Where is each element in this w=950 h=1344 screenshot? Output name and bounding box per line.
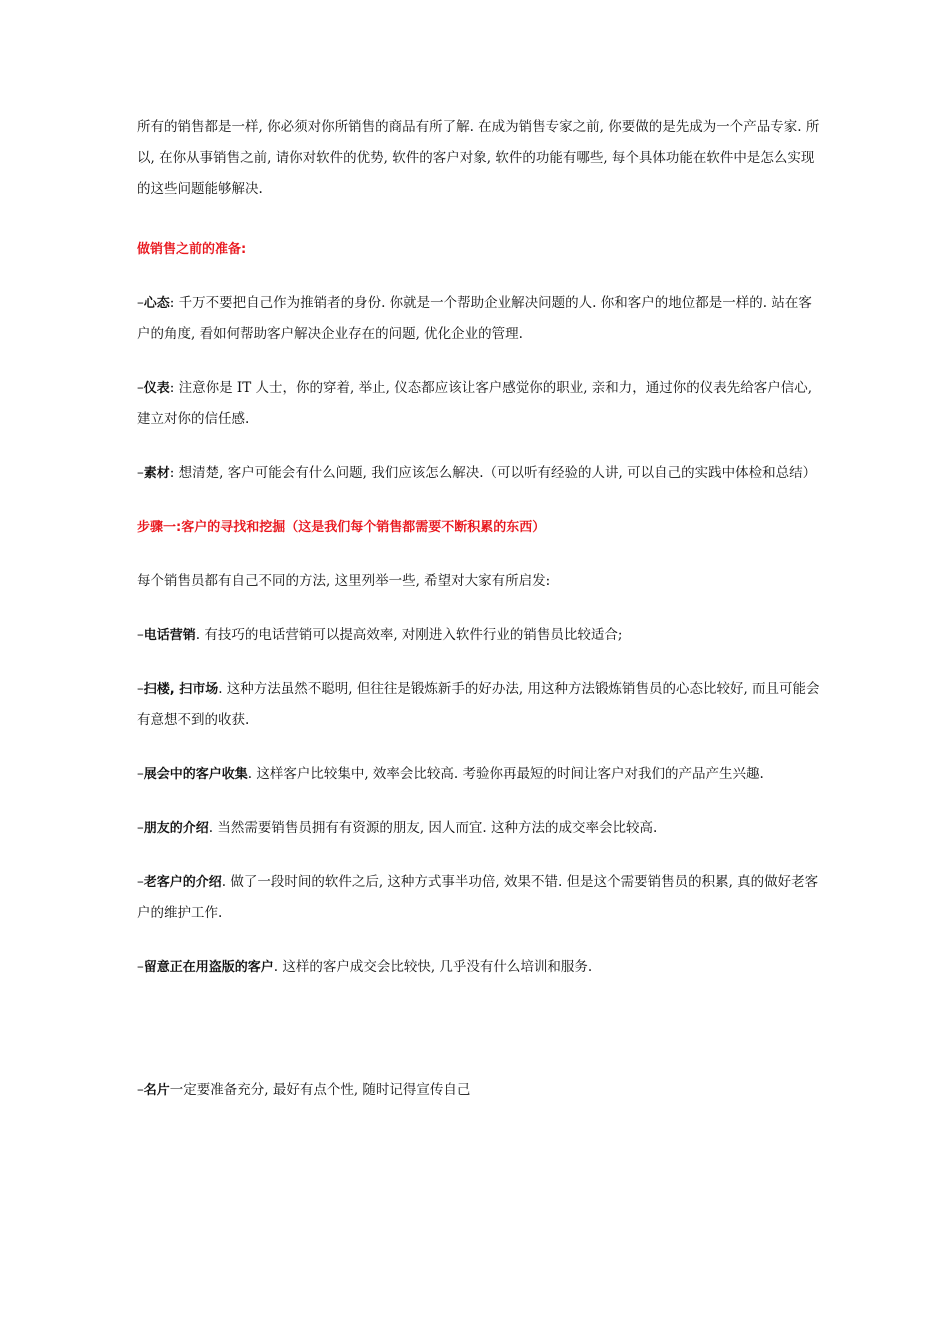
step1-item-pirated: –留意正在用盗版的客户. 这样的客户成交会比较快, 几乎没有什么培训和服务. [137, 959, 593, 975]
step1-intro: 每个销售员都有自己不同的方法, 这里列举一些, 希望对大家有所启发: [137, 573, 551, 589]
step1-item-expo: –展会中的客户收集. 这样客户比较集中, 效率会比较高. 考验你再最短的时间让客户对我们的产品产生兴趣. [137, 766, 764, 782]
step1-item-phone: –电话营销. 有技巧的电话营销可以提高效率, 对刚进入软件行业的销售员比较适合; [137, 627, 623, 643]
intro-paragraph: 所有的销售都是一样, 你必须对你所销售的商品有所了解. 在成为销售专家之前, 你要做的是先成为一个产品专家. 所以, 在你从事销售之前, 请你对软件的优势, 软件的客户对象, 软件的功能有哪些, 每个具体功能在软件中是怎么实现的这些问题能够解决. [137, 119, 820, 197]
step1-item-friends: –朋友的介绍. 当然需要销售员拥有有资源的朋友, 因人而宜. 这种方法的成交率会比较高. [137, 820, 658, 836]
step1-heading: 步骤一:客户的寻找和挖掘（这是我们每个销售都需要不断积累的东西） [137, 520, 546, 535]
final-item-business-card: –名片一定要准备充分, 最好有点个性, 随时记得宣传自己 [137, 1082, 471, 1098]
step1-item-sweep: –扫楼, 扫市场. 这种方法虽然不聪明, 但往往是锻炼新手的好办法, 用这种方法锻炼销售员的心态比较好, 而且可能会有意想不到的收获. [137, 681, 820, 728]
keyword: 老客户的介绍 [143, 875, 222, 890]
prep-item-mindset: –心态: 千万不要把自己作为推销者的身份. 你就是一个帮助企业解决问题的人. 你和客户的地位都是一样的. 站在客户的角度, 看如何帮助客户解决企业存在的问题, 优化企业的管理. [137, 295, 812, 342]
step1-item-old-clients: –老客户的介绍. 做了一段时间的软件之后, 这种方式事半功倍, 效果不错. 但是这个需要销售员的积累, 真的做好老客户的维护工作. [137, 874, 819, 921]
keyword: 仪表 [143, 381, 170, 396]
keyword: 电话营销 [143, 628, 196, 643]
prep-item-appearance: –仪表: 注意你是 IT 人士，你的穿着, 举止, 仪态都应该让客户感觉你的职业, 亲和力，通过你的仪表先给客户信心, 建立对你的信任感. [137, 380, 813, 427]
keyword: 名片 [143, 1083, 170, 1098]
keyword: 留意正在用盗版的客户 [143, 960, 274, 975]
keyword: 展会中的客户收集 [143, 767, 248, 782]
keyword: 素材 [143, 466, 170, 481]
document-page [137, 112, 823, 1106]
prep-heading: 做销售之前的准备: [137, 242, 247, 257]
keyword: 朋友的介绍 [143, 821, 209, 836]
keyword: 心态 [143, 296, 170, 311]
prep-item-material: –素材: 想清楚, 客户可能会有什么问题, 我们应该怎么解决.（可以听有经验的人讲, 可以自己的实践中体检和总结） [137, 465, 817, 481]
keyword: 扫楼, 扫市场 [143, 682, 219, 697]
